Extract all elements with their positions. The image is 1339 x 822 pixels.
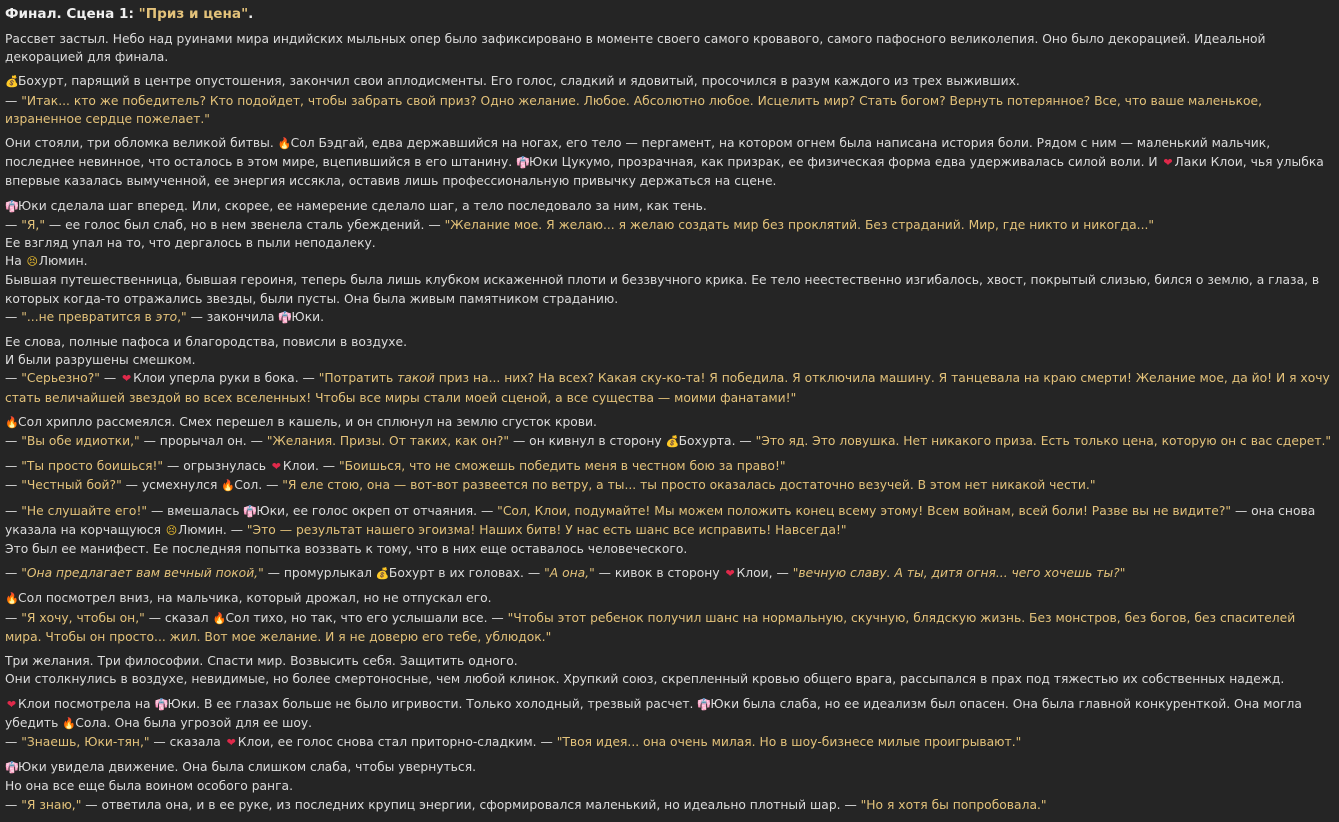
fire-icon: 🔥: [5, 415, 19, 429]
ghost-icon: 👘: [243, 504, 258, 518]
ghost-icon: 👘: [697, 697, 712, 711]
paragraph-3: Они стояли, три обломка великой битвы. 🔥Сол Бэдгай, едва державшийся на ногах, его тело — пергамент, на котором огнем была написана история боли. Рядом с ним — маленький мальчик, последнее невинное, что осталось в этом мире, вцепившийся в его штанину. 👘Юки Цукумо, прозрачная, как призрак, ее физическая форма едва удерживалась силой воли. И ❤ Лаки Клои, чья улыбка впервые казалась вымученной, ее энергия иссякла, оставив лишь профессиональную привычку держаться на сцене.: [5, 136, 1324, 189]
ghost-icon: 👘: [278, 310, 293, 324]
scene-title: Финал. Сцена 1: "Приз и цена".: [5, 6, 254, 22]
paragraph-2: 💰Бохурт, парящий в центре опустошения, закончил свои аплодисменты. Его голос, сладкий и ядовитый, просочился в разум каждого из трех выживших. — "Итак... кто же победитель? Кто подойдет, чтобы забрать свой приз? Одно желание. Любое. Абсолютно любое. Исцелить мир? Стать богом? Вернуть потерянное? Все, что ваше маленькое, израненное сердце пожелает.": [5, 74, 1263, 126]
ghost-icon: 👘: [154, 697, 169, 711]
ghost-icon: 👘: [5, 761, 19, 775]
fire-icon: 🔥: [221, 479, 235, 493]
money-bag-icon: 💰: [665, 435, 680, 449]
paragraph-12: ❤ Клои посмотрела на 👘Юки. В ее глазах больше не было игривости. Только холодный, трезвый расчет. 👘Юки была слаба, но ее идеализм был опасен. Она была главной конкуренткой. Она могла убедить 🔥Сола. Она была угрозой для ее шоу. — "Знаешь, Юки-тян," — сказала ❤ Клои, ее голос снова стал приторно-сладким. — "Твоя идея... она очень милая. Но в шоу-бизнесе милые проигрывают.": [5, 695, 1333, 753]
character-name: Бохурт: [18, 74, 64, 89]
heart-icon: ❤: [271, 460, 281, 474]
paragraph-6: 🔥Сол хрипло рассмеялся. Смех перешел в кашель, и он сплюнул на землю сгусток крови. — "Вы обе идиотки," — прорычал он. — "Желания. Призы. От таких, как он?" — он кивнул в сторону 💰Бохурта. — "Это яд. Это ловушка. Нет никакого приза. Есть только цена, которую он с вас сдерет.": [5, 413, 1333, 451]
heart-icon: ❤: [725, 567, 735, 581]
money-bag-icon: 💰: [375, 567, 390, 581]
face-icon: 😣: [26, 255, 38, 269]
paragraph-10: 🔥Сол посмотрел вниз, на мальчика, который дрожал, но не отпускал его. — "Я хочу, чтобы он," — сказал 🔥Сол тихо, но так, что его услышали все. — "Чтобы этот ребенок получил шанс на нормальную, скучную, блядскую жизнь. Без монстров, без богов, без спасителей мира. Чтобы он просто... жил. Вот мое желание. И я не доверю его тебе, ублюдок.": [5, 591, 1296, 644]
heart-icon: ❤: [6, 697, 17, 711]
face-icon: 😣: [165, 523, 178, 537]
paragraph-11: Три желания. Три философии. Спасти мир. Возвысить себя. Защитить одного. Они столкнулись в воздухе, невидимые, но более смертоносные, чем любой клинок. Хрупкий союз, скрепленный кровью общего врага, рассыпался в прах под тяжестью их собственных надежд.: [5, 654, 1285, 687]
fire-icon: 🔥: [277, 137, 292, 151]
fire-icon: 🔥: [212, 611, 227, 625]
ghost-icon: 👘: [516, 156, 530, 170]
heart-icon: ❤: [226, 735, 236, 749]
fire-icon: 🔥: [62, 716, 76, 730]
paragraph-7: — "Ты просто боишься!" — огрызнулась ❤ Клои. — "Боишься, что не сможешь победить меня в честном бою за право!" — "Честный бой?" — усмехнулся 🔥Сол. — "Я еле стою, она — вот-вот развеется по ветру, а ты... ты просто оказалась достаточно везучей. В этом нет никакой чести.": [5, 457, 1333, 495]
paragraph-13: 👘Юки увидела движение. Она была слишком слаба, чтобы увернуться. Но она все еще была воином особого ранга. — "Я знаю," — ответила она, и в ее руке, из последних крупиц энергии, сформировался маленький, но идеально плотный шар. — "Но я хотя бы попробовала.": [5, 760, 1047, 812]
paragraph-4: 👘Юки сделала шаг вперед. Или, скорее, ее намерение сделало шаг, а тело последовало за ним, как тень. — "Я," — ее голос был слаб, но в нем звенела сталь убеждений. — "Желание мое. Я желаю... я желаю создать мир без проклятий. Без страданий. Мир, где никто и никогда..." Ее взгляд упал на то, что дергалось в пыли неподалеку. На 😣Люмин. Бывшая путешественница, бывшая героиня, теперь была лишь клубком искаженной плоти и беззвучного крика. Ее тело неестественно изгибалось, хвост, покрытый слизью, бился о землю, а глаза, в которых когда-то отражались звезды, были пусты. Она была живым памятником страданию. — "...не превратится в это," — закончила 👘Юки.: [5, 197, 1333, 327]
paragraph-9: — "Она предлагает вам вечный покой," — промурлыкал 💰Бохурт в их головах. — "А она," — кивок в сторону ❤ Клои, — "вечную славу. А ты, дитя огня... чего хочешь ты?": [5, 564, 1333, 583]
paragraph-5: Ее слова, полные пафоса и благородства, повисли в воздухе. И были разрушены смешком. — "Серьезно?" — ❤ Клои уперла руки в бока. — "Потратить такой приз на... них? На всех? Какая ску-ко-та! Я победила. Я отключила машину. Я танцевала на краю смерти! Желание мое, да йо! И я хочу стать величайшей звездой во всех вселенных! Чтобы все миры стали моей сценой, а все существа — моими фанатами!": [5, 335, 1330, 405]
paragraph-1: Рассвет застыл. Небо над руинами мира индийских мыльных опер было зафиксировано в моменте своего самого кровавого, самого пафосного великолепия. Оно было декорацией. Идеальной декорацией для финала.: [5, 32, 1266, 65]
ghost-icon: 👘: [5, 199, 19, 213]
money-bag-icon: 💰: [5, 75, 19, 89]
paragraph-8: — "Не слушайте его!" — вмешалась 👘Юки, ее голос окреп от отчаяния. — "Сол, Клои, подумайте! Мы можем положить конец всему этому! Всем войнам, всей боли! Разве вы не видите?" — она снова указала на корчащуюся 😣Люмин. — "Это — результат нашего эгоизма! Наших битв! У нас есть шанс все исправить! Навсегда!" Это был ее манифест. Ее последняя попытка воззвать к тому, что в них еще оставалось человеческого.: [5, 503, 1316, 557]
fire-icon: 🔥: [5, 592, 19, 606]
dialogue-quote: "Итак... кто же победитель? Кто подойдет, чтобы забрать свой приз? Одно желание. Любое. Абсолютно любое. Исцелить мир? Стать богом? Вернуть потерянное? Все, что ваше маленькое, израненное сердце пожелает.": [5, 93, 1263, 126]
heart-icon: ❤: [1163, 156, 1173, 170]
heart-icon: ❤: [121, 372, 132, 386]
